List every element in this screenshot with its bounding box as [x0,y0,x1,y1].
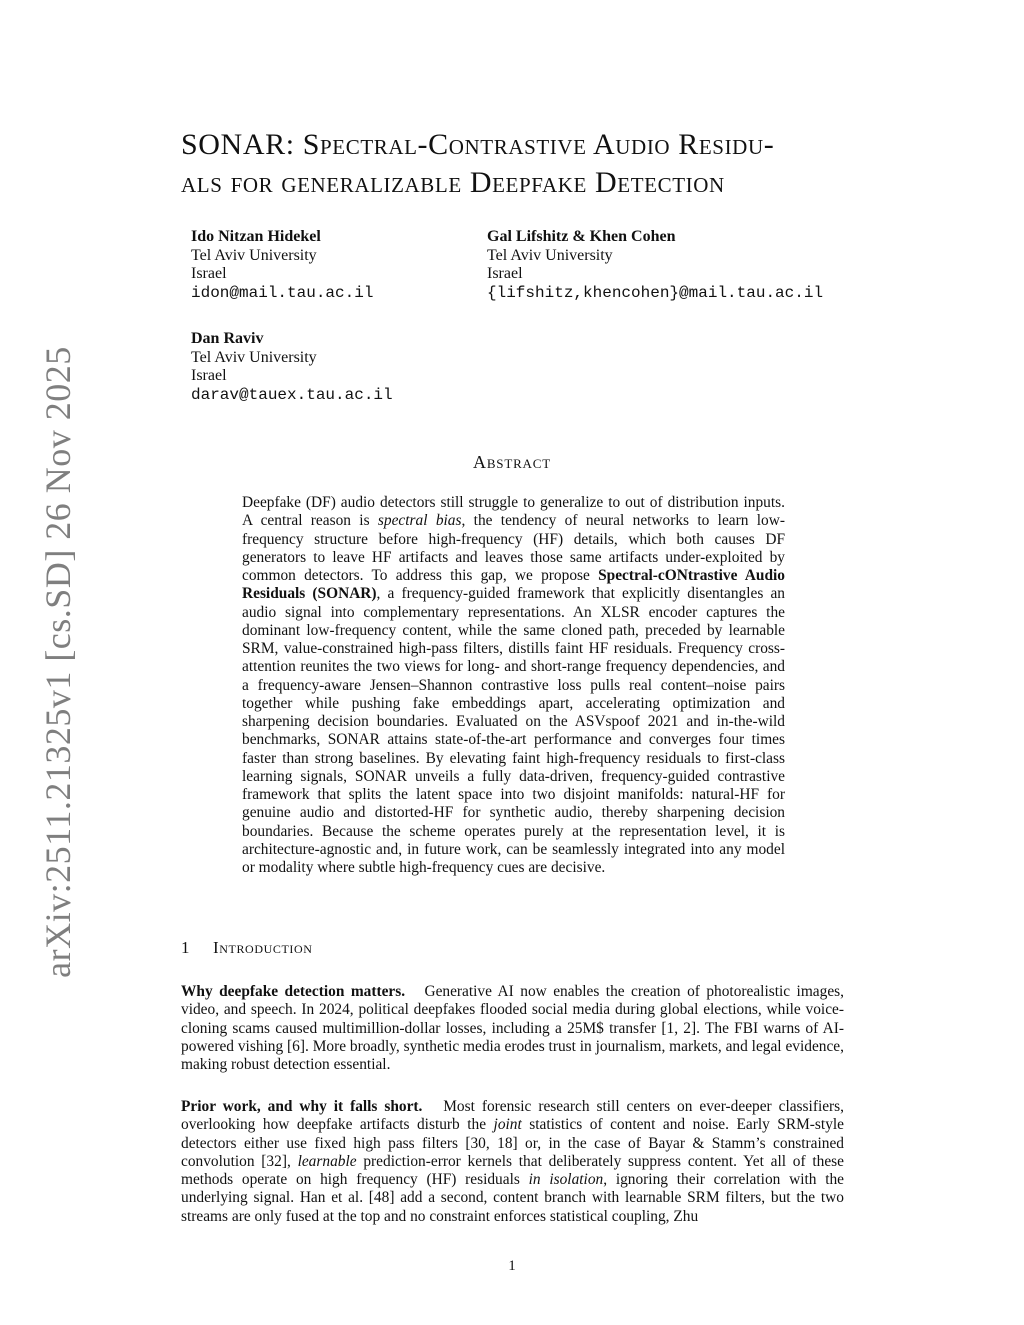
intro-paragraph-2 [181,1098,844,1226]
author-name: Ido Nitzan Hidekel [191,228,321,245]
section-number: 1 [181,938,191,957]
paragraph-lead: Why deepfake detection matters. [181,983,406,1000]
abstract-body [242,494,785,877]
paragraph-emphasis: joint [493,1116,522,1134]
section-heading [181,938,313,958]
arxiv-id: arXiv:2511.21325v1 [cs.SD] 26 Nov 2025 [38,346,78,978]
title-line-1: SONAR: Spectral-Contrastive Audio Residu- [181,128,775,161]
paragraph-lead: Prior work, and why it falls short. [181,1098,423,1115]
paragraph-text: prediction-error kernels that deliberately suppress content. Yet all of these methods operate on high frequency (HF) residuals [181,1152,845,1188]
author-email[interactable]: idon@mail.tau.ac.il [191,283,374,302]
author-block-3 [191,330,393,404]
author-email[interactable]: {lifshitz,khencohen}@mail.tau.ac.il [487,283,824,302]
author-country: Israel [487,265,523,282]
author-email[interactable]: darav@tauex.tau.ac.il [191,385,393,404]
author-block-2 [487,228,823,302]
author-affiliation: Tel Aviv University [191,246,317,264]
abstract-text: , the tendency of neural networks to learn low-frequency structure before high-frequency (HF) details, which both causes DF generators to leave HF artifacts and leaves those same artifacts under-exploited by common detectors. To address this gap, we propose [242,512,785,584]
author-affiliation: Tel Aviv University [487,246,613,264]
author-country: Israel [191,367,227,384]
paragraph-text: statistics of content and noise. Early SRM-style detectors either use fixed high pass filters [30, 18] or, in the case of Bayar & Stamm’s constrained convolution [32], [181,1116,844,1170]
paragraph-text: Generative AI now enables the creation of photorealistic images, video, and speech. In 2024, political deepfakes flooded social media during global elections, while voice-cloning scams caused multimillion-dollar losses, including a 25M$ transfer [1, 2]. The FBI warns of AI-powered vishing [6]. More broadly, synthetic media erodes trust in journalism, markets, and legal evidence, making robust detection essential. [181,983,845,1073]
page-number: 1 [508,1258,516,1274]
section-title: Introduction [213,938,313,957]
title-line-2: als for generalizable Deepfake Detection [181,166,725,199]
paragraph-text: , ignoring their correlation with the underlying signal. Han et al. [48] add a second, content branch with learnable SRM filters, but the two streams are only fused at the top and no constraint enforces statistical coupling, Zhu [181,1171,844,1225]
abstract-method-name: Spectral-cONtrastive Audio Residuals (SONAR) [242,567,785,603]
paragraph-text: Most forensic research still centers on ever-deeper classifiers, overlooking how deepfake artifacts disturb the [181,1098,845,1134]
author-name: Dan Raviv [191,330,264,347]
paragraph-emphasis: in isolation [528,1171,604,1188]
abstract-text: , a frequency-guided framework that explicitly disentangles an audio signal into complementary representations. An XLSR encoder captures the dominant low-frequency content, while the same cloned path, preceded by learnable SRM, value-constrained high-pass filters, distills faint HF residuals. Frequency cross-attention reunites the two views for long- and short-range frequency dependencies, and a frequency-aware Jensen–Shannon contrastive loss pulls real content–noise pairs together while pushing fake embeddings apart, accelerating optimization and sharpening decision boundaries. Evaluated on the ASVspoof 2021 and in-the-wild benchmarks, SONAR attains state-of-the-art performance and converges four times faster than strong baselines. By elevating faint high-frequency residuals to first-class learning signals, SONAR unveils a fully data-driven, frequency-guided contrastive framework that splits the latent space into two disjoint manifolds: natural-HF for genuine audio and distorted-HF for synthetic audio, thereby sharpening decision boundaries. Because the scheme operates purely at the representation level, it is architecture-agnostic and, in future work, can be seamlessly integrated into any model or modality where subtle high-frequency cues are decisive. [242,585,785,876]
author-name: Gal Lifshitz & Khen Cohen [487,228,676,245]
paper-title [181,126,881,202]
intro-paragraph-1 [181,983,844,1074]
author-block-1 [191,228,373,302]
abstract-heading: Abstract [473,452,551,472]
abstract-emphasis: spectral bias [377,512,462,530]
abstract-text: Deepfake (DF) audio detectors still struggle to generalize to out of distribution inputs. A central reason is [242,494,785,530]
paragraph-emphasis: learnable [297,1152,357,1170]
author-affiliation: Tel Aviv University [191,348,317,366]
author-country: Israel [191,265,227,282]
